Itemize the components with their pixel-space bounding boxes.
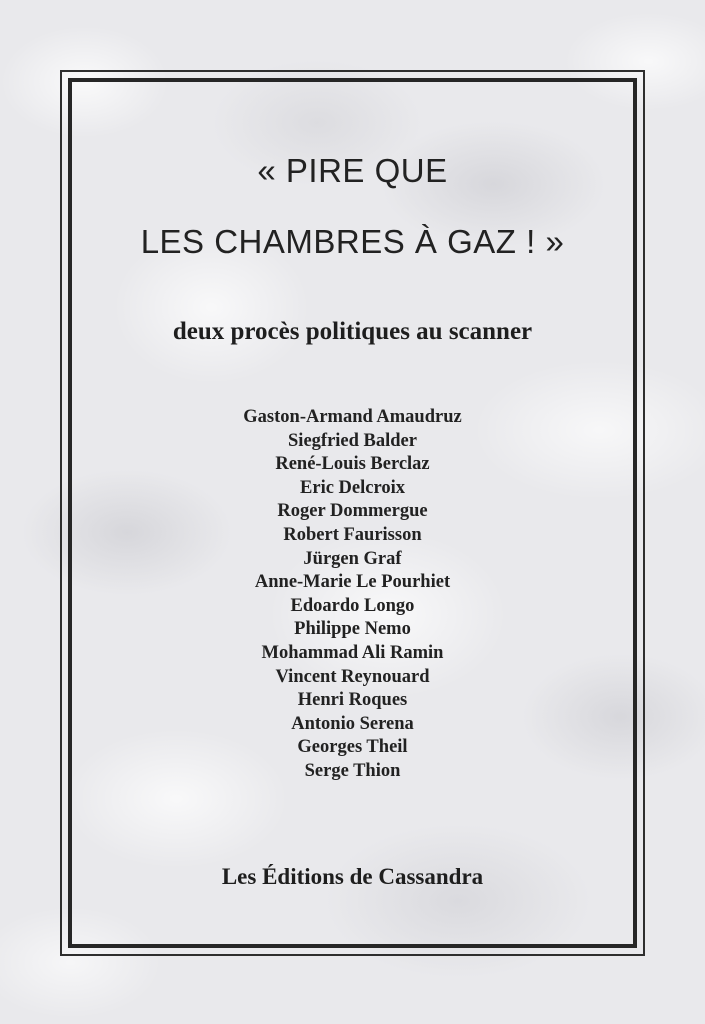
author-name: Eric Delcroix [300,477,405,498]
author-name: René-Louis Berclaz [275,454,430,475]
author-name: Vincent Reynouard [275,666,430,687]
author-list [60,406,645,784]
subtitle: deux procès politiques au scanner [172,318,533,345]
author-name: Antonio Serena [291,713,414,734]
author-name: Georges Theil [297,737,408,758]
title-line-2: LES CHAMBRES À GAZ ! » [140,223,565,260]
author-name: Mohammad Ali Ramin [261,642,444,663]
author-name: Henri Roques [297,690,408,711]
author-name: Anne-Marie Le Pourhiet [254,572,451,593]
author-name: Jürgen Graf [303,548,402,569]
author-name: Roger Dommergue [277,501,428,522]
author-name: Siegfried Balder [288,430,417,451]
author-name: Robert Faurisson [283,524,422,545]
publisher-name: Les Éditions de Cassandra [221,864,484,889]
title-line-1: « PIRE QUE [257,152,448,189]
author-name: Philippe Nemo [294,619,411,640]
author-name: Serge Thion [304,760,401,781]
author-name: Edoardo Longo [290,595,415,616]
author-name: Gaston-Armand Amaudruz [243,407,462,427]
